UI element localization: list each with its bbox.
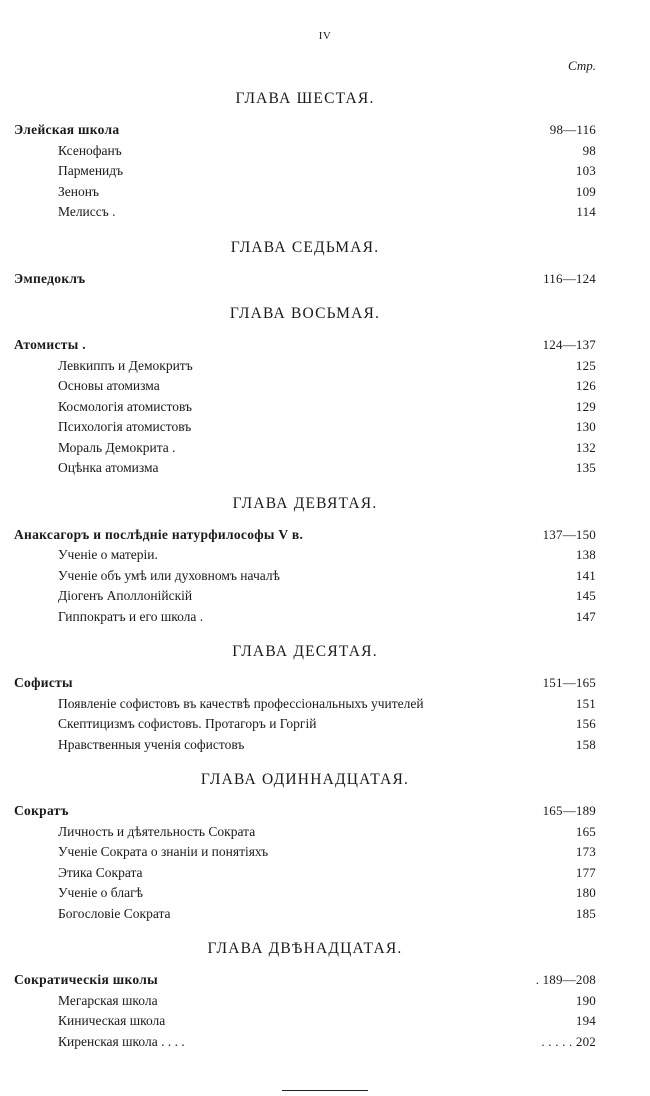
toc-entry-sub[interactable] — [14, 141, 596, 162]
toc-entry-label: Анаксагоръ и послѣдніе натурфилософы V в. — [14, 526, 304, 542]
toc-entry-label: Космологія атомистовъ — [58, 398, 192, 414]
toc-entry-label: Ученіе о матеріи — [58, 547, 155, 562]
toc-entry-label: Мегарская школа — [58, 992, 158, 1008]
toc-entry-label: Ученіе Сократа о знаніи и понятіяхъ — [58, 844, 269, 859]
toc-entry-label: Появленіе софистовъ въ качествѣ профессіональныхъ учителей — [58, 695, 424, 711]
toc-entry-main[interactable] — [14, 673, 596, 694]
toc-entry-page: 158 — [575, 736, 596, 752]
toc-entry-page: 109 — [575, 183, 596, 199]
toc-entry-page: 114 — [576, 204, 596, 219]
toc-entry-sub[interactable] — [14, 397, 596, 418]
toc-entry-label: Эмпедоклъ — [14, 270, 86, 286]
toc-entry-leader: . — [154, 547, 160, 562]
chapter-heading: ГЛАВА ДВѢНАДЦАТАЯ. — [207, 940, 403, 957]
toc-entry-label: Сократъ — [14, 803, 69, 818]
chapter-heading: ГЛАВА ШЕСТАЯ. — [235, 90, 375, 107]
toc-entry-page: 116—124 — [543, 270, 596, 286]
toc-entry-label: Киренская школа . . . . — [58, 1033, 185, 1049]
toc-entry-page: 129 — [575, 398, 596, 414]
toc-entry-page: 130 — [575, 419, 596, 434]
toc-entry-label: Парменидъ — [58, 163, 124, 178]
toc-entry-page: 151—165 — [542, 675, 596, 690]
column-header-pages: Стр. — [568, 58, 596, 73]
toc-content — [0, 90, 650, 1052]
column-header — [0, 58, 650, 76]
toc-entry-label: Мораль Демокрита . — [58, 439, 176, 455]
toc-entry-label: Атомисты . — [14, 337, 86, 352]
toc-entry-page: 180 — [575, 885, 596, 900]
toc-entry-page: 137—150 — [542, 526, 596, 542]
toc-entry-sub[interactable] — [14, 182, 596, 203]
toc-entry-main[interactable] — [14, 801, 596, 822]
toc-entry-page: 124—137 — [542, 337, 596, 352]
toc-entry-sub[interactable] — [14, 356, 596, 377]
toc-entry-sub[interactable] — [14, 438, 596, 459]
toc-entry-sub[interactable] — [14, 863, 596, 884]
toc-entry-page: 185 — [575, 905, 596, 921]
toc-entry-sub[interactable] — [14, 607, 596, 628]
toc-entry-label: Элейская школа — [14, 122, 120, 137]
footer-rule — [282, 1090, 368, 1091]
chapter-heading: ГЛАВА ДЕСЯТАЯ. — [232, 643, 378, 660]
toc-entry-sub[interactable] — [14, 1011, 596, 1032]
toc-entry-label: Оцѣнка атомизма — [58, 460, 159, 475]
toc-entry-label: Основы атомизма — [58, 378, 160, 393]
toc-entry-page: 173 — [575, 844, 596, 859]
toc-entry-sub[interactable] — [14, 376, 596, 397]
toc-entry-page: 151 — [575, 695, 596, 711]
chapter-heading: ГЛАВА ВОСЬМАЯ. — [229, 305, 381, 322]
toc-entry-label: Нравственныя ученія софистовъ — [58, 736, 245, 752]
toc-entry-label: Психологія атомистовъ — [58, 419, 192, 434]
toc-entry-sub[interactable] — [14, 822, 596, 843]
toc-entry-page: . 189—208 — [535, 972, 596, 987]
toc-entry-label: Сократическія школы — [14, 972, 158, 987]
toc-entry-label: Личность и дѣятельность Сократа — [58, 823, 256, 839]
toc-entry-label: Ученіе объ умѣ или духовномъ началѣ — [58, 567, 280, 583]
toc-entry-label: Ученіе о благѣ — [58, 885, 143, 900]
toc-entry-sub[interactable] — [14, 714, 596, 735]
toc-entry-sub[interactable] — [14, 694, 596, 715]
chapter-heading: ГЛАВА ДЕВЯТАЯ. — [232, 494, 378, 512]
toc-entry-sub[interactable] — [14, 842, 596, 863]
toc-entry-page: 98—116 — [549, 122, 596, 137]
toc-entry-main[interactable] — [14, 525, 596, 546]
toc-entry-sub[interactable] — [14, 566, 596, 587]
toc-entry-page: 98 — [582, 142, 596, 158]
toc-entry-page: . . . . . 202 — [541, 1033, 596, 1049]
toc-entry-sub[interactable] — [14, 735, 596, 756]
toc-entry-sub[interactable] — [14, 202, 596, 223]
toc-entry-sub[interactable] — [14, 458, 596, 479]
chapter-heading: ГЛАВА ОДИННАДЦАТАЯ. — [200, 771, 410, 788]
toc-entry-label: Ксенофанъ — [58, 142, 122, 158]
toc-entry-page: 156 — [575, 716, 596, 731]
toc-entry-label: Киническая школа — [58, 1013, 166, 1028]
toc-entry-label: Левкиппъ и Демокритъ — [58, 357, 193, 373]
toc-entry-sub[interactable] — [14, 991, 596, 1012]
toc-entry-page: 132 — [575, 439, 596, 455]
toc-entry-label: Скептицизмъ софистовъ. Протагоръ и Горгій — [58, 716, 317, 731]
toc-entry-label: Гиппократъ и его школа . — [58, 608, 204, 624]
toc-entry-page: 103 — [575, 163, 596, 178]
toc-entry-sub[interactable] — [14, 904, 596, 925]
toc-entry-label: Софисты — [14, 675, 73, 690]
chapter-heading: ГЛАВА СЕДЬМАЯ. — [230, 238, 380, 256]
toc-entry-page: 138 — [575, 547, 596, 562]
toc-entry-page: 135 — [575, 460, 596, 475]
toc-entry-page: 177 — [575, 864, 596, 880]
toc-entry-label: Богословіе Сократа — [58, 905, 171, 921]
toc-entry-sub[interactable] — [14, 161, 596, 182]
toc-entry-page: 165—189 — [542, 803, 596, 818]
toc-entry-page: 165 — [575, 823, 596, 839]
toc-entry-main[interactable] — [14, 269, 596, 290]
toc-entry-main[interactable] — [14, 970, 596, 991]
toc-entry-sub[interactable] — [14, 417, 596, 438]
toc-entry-sub[interactable] — [14, 1032, 596, 1053]
toc-entry-sub[interactable] — [14, 545, 596, 566]
toc-entry-main[interactable] — [14, 335, 596, 356]
toc-entry-label: Мелиссъ . — [58, 204, 116, 219]
toc-entry-label: Зенонъ — [58, 183, 99, 199]
toc-entry-page: 194 — [575, 1013, 596, 1028]
toc-entry-sub[interactable] — [14, 883, 596, 904]
toc-entry-page: 190 — [575, 992, 596, 1008]
toc-entry-label: Діогенъ Аполлонійскій — [58, 588, 193, 603]
toc-entry-page: 141 — [575, 567, 596, 583]
toc-entry-page: 125 — [575, 357, 596, 373]
page-folio: IV — [318, 30, 332, 42]
toc-entry-main[interactable] — [14, 120, 596, 141]
footer-rule-wrap — [0, 1078, 650, 1096]
toc-entry-page: 126 — [575, 378, 596, 393]
toc-entry-page: 145 — [575, 588, 596, 603]
toc-entry-page: 147 — [575, 608, 596, 624]
toc-entry-label: Этика Сократа — [58, 864, 143, 880]
toc-entry-sub[interactable] — [14, 586, 596, 607]
